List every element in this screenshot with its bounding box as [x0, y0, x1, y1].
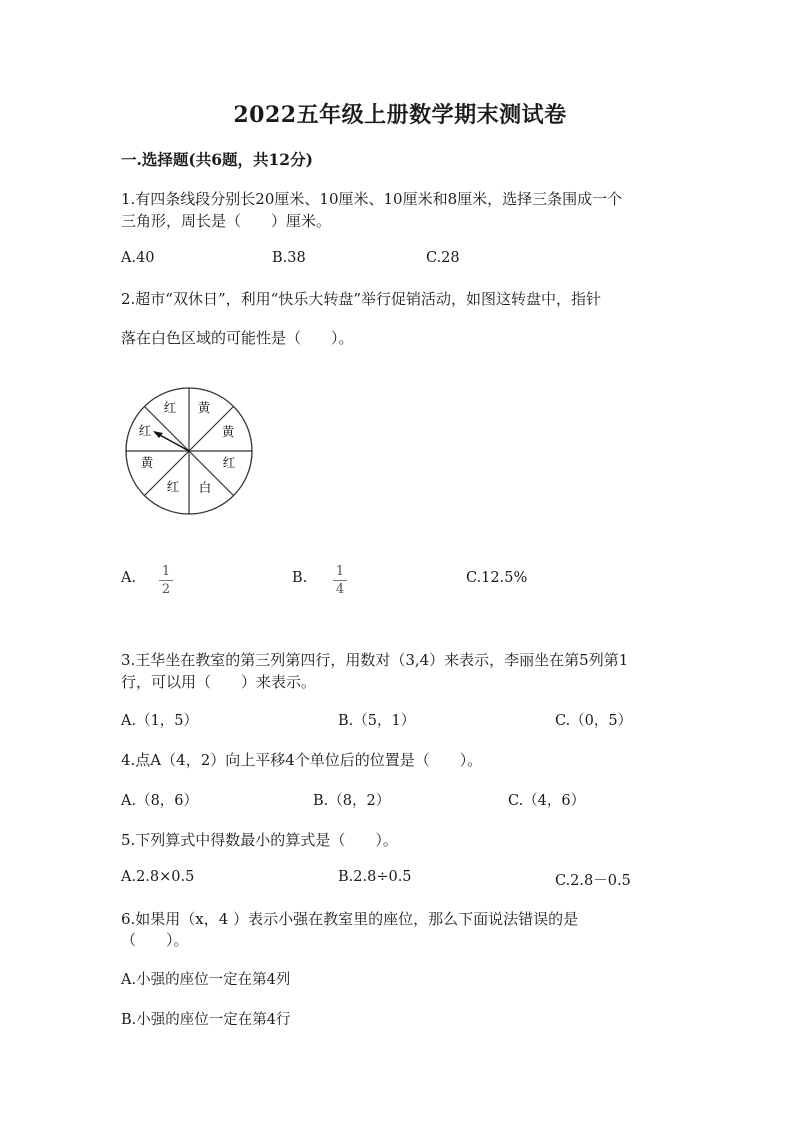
- wheel-label: 黄: [140, 455, 154, 470]
- question-5-line-1: 5.下列算式中得数最小的算式是（ ）。: [121, 831, 398, 849]
- question-2-line-2: 落在白色区域的可能性是（ ）。: [121, 329, 354, 347]
- fraction-denominator: 2: [161, 582, 171, 597]
- question-2-option-c: C.12.5%: [466, 570, 528, 586]
- question-2-option-a-fraction: [159, 564, 173, 597]
- wheel-label: 红: [166, 479, 180, 494]
- question-6-line-2: （ ）。: [121, 931, 189, 949]
- question-1-option-a: A.40: [121, 250, 155, 266]
- question-2-option-b-fraction: [333, 564, 347, 597]
- question-6-line-1: 6.如果用（x，4 ）表示小强在教室里的座位，那么下面说法错误的是: [121, 910, 579, 928]
- question-4-option-a: A.（8，6）: [121, 793, 199, 809]
- question-6-option-b: B.小强的座位一定在第4行: [121, 1012, 291, 1028]
- question-4-option-c: C.（4，6）: [508, 793, 586, 809]
- wheel-label: 红: [222, 455, 236, 470]
- question-5-option-a: A.2.8×0.5: [121, 869, 195, 885]
- question-3-option-c: C.（0，5）: [555, 713, 633, 729]
- wheel-label: 红: [163, 400, 177, 415]
- question-1-option-c: C.28: [426, 250, 460, 266]
- question-5-option-c: C.2.8－0.5: [555, 873, 631, 889]
- question-2-option-b-label: B.: [292, 570, 308, 586]
- question-3-option-a: A.（1，5）: [121, 713, 199, 729]
- page-title: 2022五年级上册数学期末测试卷: [233, 102, 567, 128]
- question-4-line-1: 4.点A（4，2）向上平移4个单位后的位置是（ ）。: [121, 751, 483, 769]
- question-1-option-b: B.38: [272, 250, 306, 266]
- question-1-line-1: 1.有四条线段分别长20厘米、10厘米、10厘米和8厘米，选择三条围成一个: [121, 190, 623, 208]
- question-1-line-2: 三角形，周长是（ ）厘米。: [121, 212, 332, 230]
- wheel-label: 黄: [221, 424, 235, 439]
- wheel-label: 黄: [197, 400, 211, 415]
- fraction-bar: [159, 580, 173, 581]
- wheel-label: 白: [198, 480, 212, 495]
- fraction-bar: [333, 580, 347, 581]
- fraction-numerator: 1: [335, 564, 345, 579]
- question-3-option-b: B.（5，1）: [338, 713, 416, 729]
- section-heading: 一.选择题(共6题，共12分): [121, 150, 313, 169]
- fraction-numerator: 1: [161, 564, 171, 579]
- spinner-wheel: [120, 382, 260, 522]
- question-5-option-b: B.2.8÷0.5: [338, 869, 412, 885]
- question-3-line-1: 3.王华坐在教室的第三列第四行，用数对（3,4）来表示，李丽坐在第5列第1: [121, 651, 629, 669]
- question-3-line-2: 行，可以用（ ）来表示。: [121, 673, 317, 691]
- wheel-label: 红: [138, 423, 152, 438]
- question-4-option-b: B.（8，2）: [313, 793, 391, 809]
- question-6-option-a: A.小强的座位一定在第4列: [121, 972, 291, 988]
- fraction-denominator: 4: [335, 582, 345, 597]
- question-2-line-1: 2.超市“双休日”，利用“快乐大转盘”举行促销活动，如图这转盘中，指针: [121, 290, 601, 308]
- question-2-option-a-label: A.: [121, 570, 137, 586]
